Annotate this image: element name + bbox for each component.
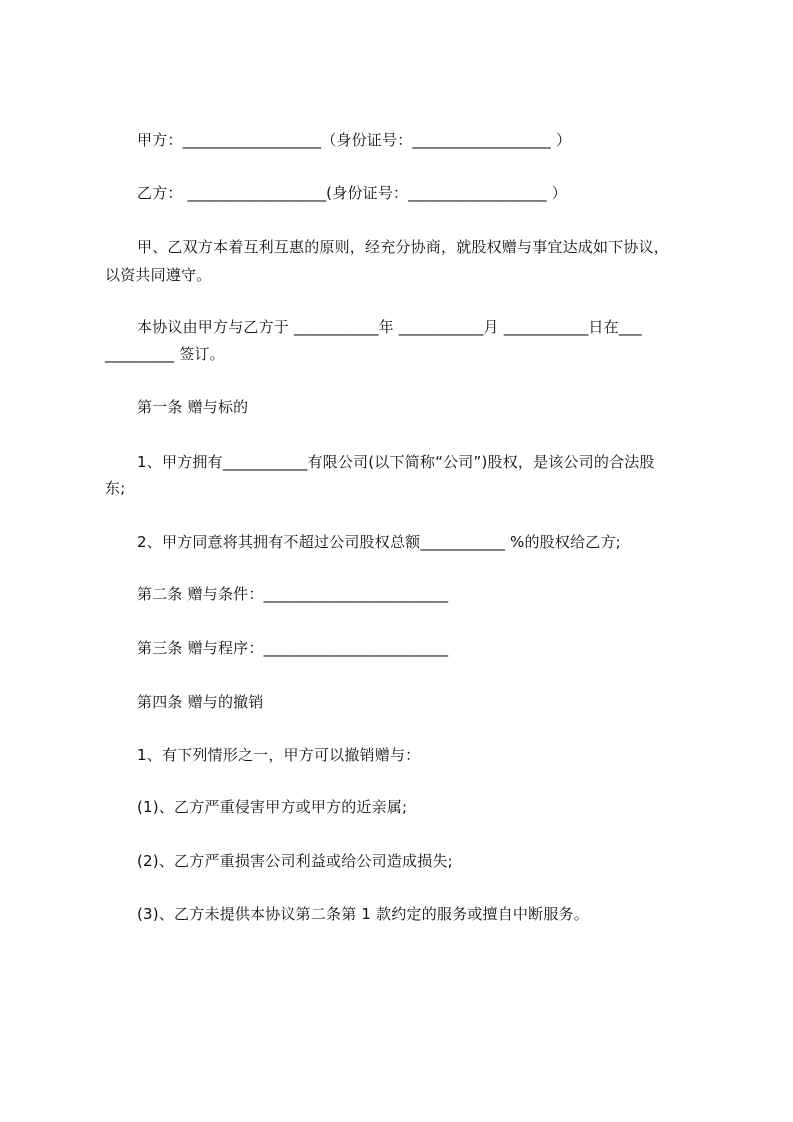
party-a-line: 甲方：__________________（身份证号：__________________ ） (137, 131, 572, 149)
signing-line-2: _________ 签订。 (105, 345, 225, 363)
article-1-item-1-line-2: 东; (105, 479, 126, 497)
preamble-line-1: 甲、乙双方本着互利互惠的原则，经充分协商，就股权赠与事宜达成如下协议， (137, 238, 670, 256)
article-2: 第二条 赠与条件：________________________ (137, 585, 449, 603)
party-b-line: 乙方： __________________(身份证号：__________________ ） (137, 184, 567, 202)
article-3: 第三条 赠与程序：________________________ (137, 639, 449, 657)
preamble-line-2: 以资共同遵守。 (105, 266, 212, 284)
article-4-item-1: 1、有下列情形之一，甲方可以撤销赠与： (137, 746, 421, 764)
article-1-title: 第一条 赠与标的 (137, 398, 249, 416)
article-4-sub-2: (2)、乙方严重损害公司利益或给公司造成损失; (137, 852, 453, 870)
signing-line-1: 本协议由甲方与乙方于 ___________年 ___________月 ___________日在___ (137, 318, 642, 336)
article-4-sub-3: (3)、乙方未提供本协议第二条第 1 款约定的服务或擅自中断服务。 (137, 905, 589, 923)
article-1-item-2: 2、甲方同意将其拥有不超过公司股权总额___________ %的股权给乙方; (137, 533, 621, 551)
article-4-sub-1: (1)、乙方严重侵害甲方或甲方的近亲属; (137, 798, 408, 816)
article-4-title: 第四条 赠与的撤销 (137, 693, 264, 711)
article-1-item-1-line-1: 1、甲方拥有___________有限公司(以下简称“公司”)股权，是该公司的合法股 (137, 453, 655, 471)
